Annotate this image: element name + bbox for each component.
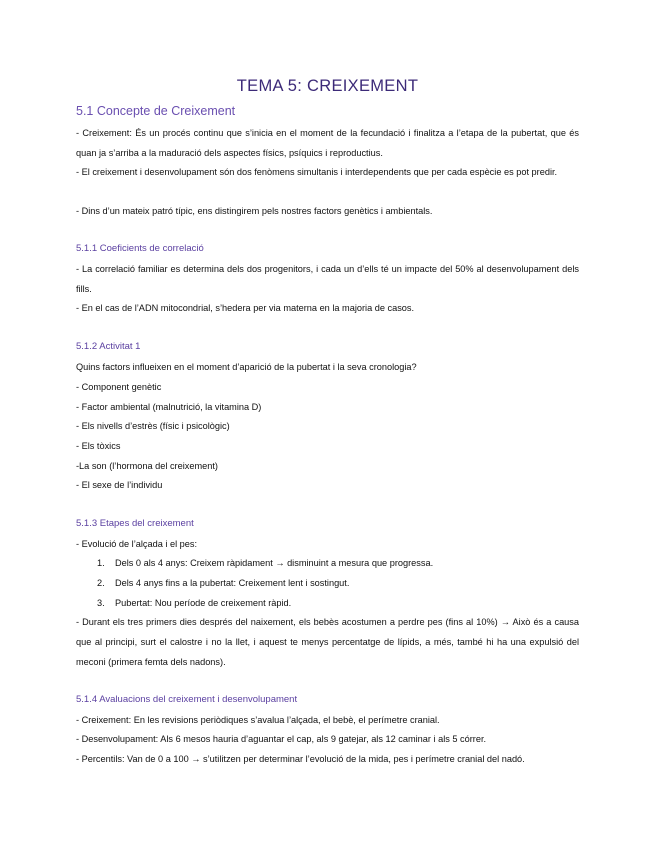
s512-item: - Els nivells d’estrès (físic i psicològic) [76, 421, 230, 431]
step-text: Dels 0 als 4 anys: Creixem ràpidament → disminuint a mesura que progressa. [115, 558, 434, 568]
s512-item: - Component genètic [76, 382, 162, 392]
step-number: 1. [97, 558, 105, 568]
s513-step [97, 593, 291, 613]
s513-step [97, 573, 349, 593]
s512-item: -La son (l’hormona del creixement) [76, 461, 218, 471]
subsection-heading-513: 5.1.3 Etapes del creixement [76, 518, 194, 529]
intro-paragraph-3: - Dins d’un mateix patró típic, ens distingirem pels nostres factors genètics i ambientals. [76, 206, 433, 216]
s512-question: Quins factors influeixen en el moment d’aparició de la pubertat i la seva cronologia? [76, 362, 417, 372]
s513-note: - Durant els tres primers dies després del naixement, els bebès acostumen a perdre pes (fins al 10%) → Això és a causa que al principi, surt el calostre i no la llet, i aquest te menys percentatge de lípids, a més, també hi ha una expulsió del meconi (primera femta dels nadons). [76, 617, 579, 667]
step-text: Dels 4 anys fins a la pubertat: Creixement lent i sostingut. [115, 578, 350, 588]
s514-item: - Percentils: Van de 0 a 100 → s’utilitzen per determinar l’evolució de la mida, pes i perímetre cranial del nadó. [76, 754, 525, 764]
s514-item: - Creixement: En les revisions periòdiques s’avalua l’alçada, el bebè, el perímetre cranial. [76, 715, 440, 725]
s512-item: - El sexe de l’individu [76, 480, 163, 490]
s513-step [97, 553, 433, 573]
intro-paragraph-2: - El creixement i desenvolupament són dos fenòmens simultanis i interdependents que per cada espècie es pot predir. [76, 167, 558, 177]
s514-item: - Desenvolupament: Als 6 mesos hauria d’aguantar el cap, als 9 gatejar, als 12 caminar i als 5 córrer. [76, 734, 487, 744]
page-title: TEMA 5: CREIXEMENT [236, 77, 419, 95]
step-number: 2. [97, 578, 105, 588]
section-heading: 5.1 Concepte de Creixement [76, 104, 236, 118]
subsection-heading-511: 5.1.1 Coeficients de correlació [76, 243, 204, 254]
s512-item: - Els tòxics [76, 441, 121, 451]
s511-paragraph-2: - En el cas de l’ADN mitocondrial, s’hedera per via materna en la majoria de casos. [76, 303, 415, 313]
step-number: 3. [97, 598, 105, 608]
s512-item: - Factor ambiental (malnutrició, la vitamina D) [76, 402, 262, 412]
s513-intro: - Evolució de l’alçada i el pes: [76, 539, 198, 549]
subsection-heading-512: 5.1.2 Activitat 1 [76, 341, 141, 352]
subsection-heading-514: 5.1.4 Avaluacions del creixement i desenvolupament [76, 694, 298, 705]
s511-paragraph-1: - La correlació familiar es determina dels dos progenitors, i cada un d’ells té un impacte del 50% al desenvolupament dels fills. [76, 264, 579, 294]
step-text: Pubertat: Nou període de creixement ràpid. [115, 598, 292, 608]
intro-paragraph-1: - Creixement: És un procés continu que s’inicia en el moment de la fecundació i finalitza a l’etapa de la pubertat, que és quan ja s’arriba a la maduració dels aspectes físics, psíquics i reproductius. [76, 128, 579, 158]
